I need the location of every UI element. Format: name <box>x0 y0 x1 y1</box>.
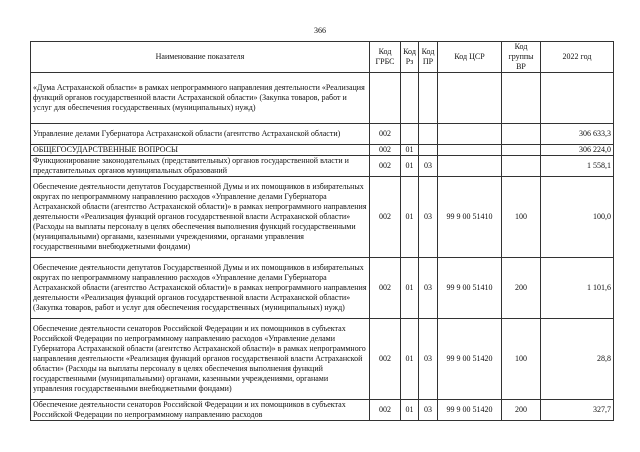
header-year-2022: 2022 год <box>541 42 614 73</box>
cell-name: Управление делами Губернатора Астраханской области (агентство Астраханской области) <box>31 124 370 145</box>
cell-amount: 306 224,0 <box>541 145 614 156</box>
cell-name: Обеспечение деятельности сенаторов Российской Федерации и их помощников в субъектах Российской Федерации по непрограммному направлению расходов <box>31 400 370 421</box>
cell-csr: 99 9 00 51410 <box>438 258 502 319</box>
table-row <box>31 258 614 319</box>
cell-amount <box>541 73 614 124</box>
cell-csr <box>438 124 502 145</box>
cell-amount: 28,8 <box>541 319 614 400</box>
table-row <box>31 156 614 177</box>
cell-csr: 99 9 00 51420 <box>438 319 502 400</box>
cell-grbs <box>370 73 401 124</box>
cell-rz: 01 <box>401 156 419 177</box>
cell-vr <box>502 73 541 124</box>
cell-amount: 327,7 <box>541 400 614 421</box>
budget-table <box>30 41 614 421</box>
cell-rz: 01 <box>401 400 419 421</box>
table-header-row <box>31 42 614 73</box>
cell-pr: 03 <box>419 319 438 400</box>
header-pr: Код ПР <box>419 42 438 73</box>
table-row <box>31 124 614 145</box>
cell-rz <box>401 124 419 145</box>
header-grbs: Код ГРБС <box>370 42 401 73</box>
cell-grbs: 002 <box>370 156 401 177</box>
cell-name: «Дума Астраханской области» в рамках непрограммного направления деятельности «Реализация функций органов государственной власти Астраханской области» (Закупка товаров, работ и услуг для обеспечения государственных (муниципальных) нужд) <box>31 73 370 124</box>
cell-grbs: 002 <box>370 124 401 145</box>
table-row <box>31 73 614 124</box>
cell-rz: 01 <box>401 177 419 258</box>
cell-rz: 01 <box>401 145 419 156</box>
table-row <box>31 145 614 156</box>
header-vr: Код группы ВР <box>502 42 541 73</box>
cell-grbs: 002 <box>370 145 401 156</box>
cell-amount: 100,0 <box>541 177 614 258</box>
cell-pr: 03 <box>419 258 438 319</box>
cell-vr: 100 <box>502 177 541 258</box>
cell-name: Обеспечение деятельности депутатов Государственной Думы и их помощников в избирательных округах по непрограммному направлению расходов «Управление делами Губернатора Астраханской области (агентство Астраханской области)» в рамках непрограммного направления деятельности «Реализация функций органов государственной власти Астраханской области» (Закупка товаров, работ и услуг для обеспечения государственных (муниципальных) нужд) <box>31 258 370 319</box>
cell-grbs: 002 <box>370 319 401 400</box>
cell-pr: 03 <box>419 156 438 177</box>
cell-csr: 99 9 00 51410 <box>438 177 502 258</box>
cell-vr <box>502 145 541 156</box>
cell-vr: 100 <box>502 319 541 400</box>
cell-rz: 01 <box>401 319 419 400</box>
cell-grbs: 002 <box>370 400 401 421</box>
cell-rz: 01 <box>401 258 419 319</box>
page-number: 366 <box>314 26 326 35</box>
cell-pr <box>419 145 438 156</box>
cell-name: Обеспечение деятельности сенаторов Российской Федерации и их помощников в субъектах Российской Федерации по непрограммному направлению расходов «Управление делами Губернатора Астраханской области (агентство Астраханской области)» в рамках непрограммного направления деятельности «Реализация функций органов государственной власти Астраханской области» (Расходы на выплаты персоналу в целях обеспечения выполнения функций государственными (муниципальными) органами, казенными учреждениями, органами управления государственными внебюджетными фондами) <box>31 319 370 400</box>
table-row <box>31 177 614 258</box>
cell-vr: 200 <box>502 400 541 421</box>
cell-pr: 03 <box>419 400 438 421</box>
cell-grbs: 002 <box>370 258 401 319</box>
cell-name: ОБЩЕГОСУДАРСТВЕННЫЕ ВОПРОСЫ <box>31 145 370 156</box>
cell-vr <box>502 156 541 177</box>
header-rz: Код Рз <box>401 42 419 73</box>
cell-amount: 1 558,1 <box>541 156 614 177</box>
header-csr: Код ЦСР <box>438 42 502 73</box>
cell-csr: 99 9 00 51420 <box>438 400 502 421</box>
cell-amount: 306 633,3 <box>541 124 614 145</box>
cell-pr: 03 <box>419 177 438 258</box>
table-row <box>31 400 614 421</box>
cell-grbs: 002 <box>370 177 401 258</box>
cell-vr: 200 <box>502 258 541 319</box>
table-row <box>31 319 614 400</box>
cell-pr <box>419 124 438 145</box>
cell-rz <box>401 73 419 124</box>
header-indicator-name: Наименование показателя <box>31 42 370 73</box>
cell-csr <box>438 156 502 177</box>
cell-name: Функционирование законодательных (представительных) органов государственной власти и представительных органов муниципальных образований <box>31 156 370 177</box>
cell-vr <box>502 124 541 145</box>
cell-amount: 1 101,6 <box>541 258 614 319</box>
cell-name: Обеспечение деятельности депутатов Государственной Думы и их помощников в избирательных округах по непрограммному направлению расходов «Управление делами Губернатора Астраханской области (агентство Астраханской области)» в рамках непрограммного направления деятельности «Реализация функций органов государственной власти Астраханской области» (Расходы на выплаты персоналу в целях обеспечения выполнения функций государственными (муниципальными) органами, казенными учреждениями, органами управления государственными внебюджетными фондами) <box>31 177 370 258</box>
cell-csr <box>438 73 502 124</box>
cell-csr <box>438 145 502 156</box>
cell-pr <box>419 73 438 124</box>
